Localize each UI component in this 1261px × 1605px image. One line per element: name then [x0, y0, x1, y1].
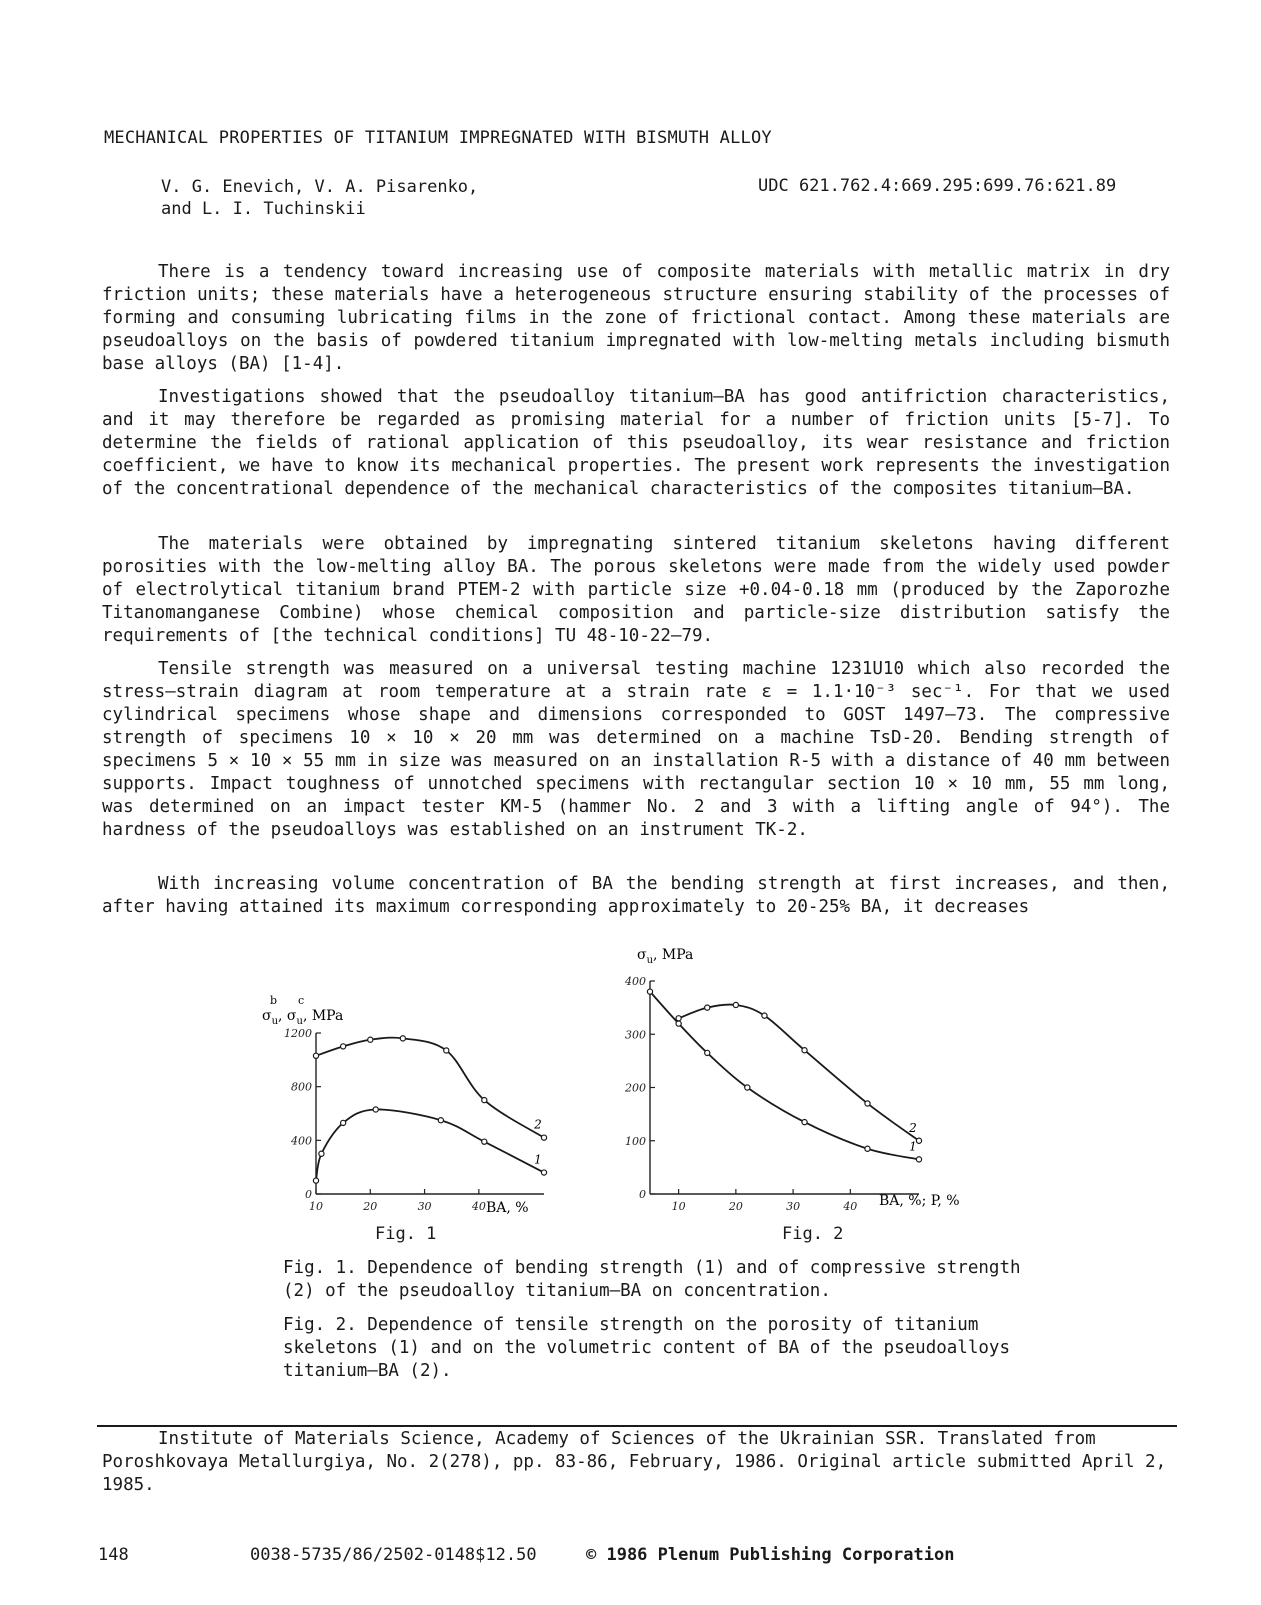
body-text-4	[102, 658, 1170, 842]
fig1-ylabel-sup-b: b	[270, 994, 278, 1007]
fig1-ylabel-sup-c: c	[298, 994, 305, 1007]
fig1-series-2-point	[444, 1048, 449, 1053]
fig1-x-tick-label: 20	[363, 1200, 378, 1213]
fig1-series-1-point	[482, 1139, 487, 1144]
fig2-series-2-line	[679, 1005, 919, 1141]
fig2-series-1-point	[676, 1021, 681, 1026]
fig1-series-2-point	[313, 1053, 318, 1058]
fig2-series-2-point	[676, 1016, 681, 1021]
fig1-series-2-point	[400, 1036, 405, 1041]
fig1-x-tick-label: 10	[309, 1200, 323, 1213]
paragraph-1: There is a tendency toward increasing use of composite materials with metallic matrix in dry friction units; these materials have a heterogeneous structure ensuring stability of the processes of forming and consuming lubricating films in the zone of frictional contact. Among these materials are pseudoalloys on the basis of powdered titanium impregnated with low-melting metals including bismuth base alloys (BA) [1-4].	[102, 262, 1170, 374]
caption-fig1: Fig. 1. Dependence of bending strength (1) and of compressive strength (2) of the pseudoalloy titanium–BA on concentration.	[283, 1258, 1021, 1301]
fig1-series-2-point	[368, 1037, 373, 1042]
fig1-series-2-point	[482, 1097, 487, 1102]
fig1-series-1-point	[373, 1107, 378, 1112]
fig1-series-1-point	[541, 1170, 546, 1175]
fig1-x-tick-label: 40	[471, 1200, 486, 1213]
paragraph-5: With increasing volume concentration of BA the bending strength at first increases, and then, after having attained its maximum corresponding approximately to 20-25% BA, it decreases	[102, 874, 1170, 917]
fig2-y-tick-label: 200	[625, 1081, 646, 1095]
fig2-ylabel: $\sigma_u$, MPa	[637, 947, 694, 966]
footnote-text: Institute of Materials Science, Academy of Sciences of the Ukrainian SSR. Translated from Poroshkovaya Metallurgiya, No. 2(278), pp. 83-86, February, 1986. Original article submitted April 2, 1985.	[102, 1429, 1167, 1495]
fig1-series-2-line	[316, 1038, 544, 1138]
fig2-x-tick-label: 20	[728, 1200, 743, 1213]
fig2-x-tick-label: 10	[671, 1200, 686, 1213]
fig1-y-tick-label: 1200	[284, 1027, 312, 1040]
fig2-y-tick-label: 0	[639, 1188, 646, 1201]
fig2-series-1-point	[865, 1146, 870, 1151]
body-text	[102, 261, 1170, 376]
fig2-xlabel: BA, %; P, %	[879, 1193, 960, 1209]
fig1-series-1-point	[319, 1151, 324, 1156]
fig2-series-2-point	[916, 1138, 921, 1143]
fig1-chart	[250, 990, 560, 1220]
fig1-y-tick-label: 800	[291, 1080, 312, 1094]
fig2-series-1-point	[647, 989, 652, 994]
footnote	[102, 1428, 1170, 1497]
copyright: © 1986 Plenum Publishing Corporation	[586, 1545, 955, 1565]
fig2-plot	[624, 947, 960, 1213]
fig2-y-tick-label: 400	[625, 975, 646, 988]
authors-line-2: and L. I. Tuchinskii	[161, 199, 366, 219]
figure-captions	[283, 1257, 1023, 1383]
fig2-series-2-point	[733, 1002, 738, 1007]
fig2-series-2-label: 2	[909, 1120, 917, 1135]
fig1-y-tick-label: 400	[291, 1134, 312, 1148]
fig2-label: Fig. 2	[782, 1224, 844, 1244]
fig1-label: Fig. 1	[375, 1224, 437, 1244]
fig2-series-2-point	[802, 1048, 807, 1053]
fig2-series-2-point	[705, 1005, 710, 1010]
fig2-series-2-point	[762, 1013, 767, 1018]
authors	[161, 176, 478, 220]
fig1-y-tick-label: 0	[305, 1188, 312, 1201]
paragraph-4: Tensile strength was measured on a universal testing machine 1231U10 which also recorded the stress–strain diagram at room temperature at a strain rate ε = 1.1·10⁻³ sec⁻¹. For that we used cylindrical specimens whose shape and dimensions corresponded to GOST 1497–73. The compressive strength of specimens 10 × 10 × 20 mm was determined on a machine TsD-20. Bending strength of specimens 5 × 10 × 55 mm in size was measured on an installation R-5 with a distance of 40 mm between supports. Impact toughness of unnotched specimens with rectangular section 10 × 10 mm, 55 mm long, was determined on an impact tester KM-5 (hammer No. 2 and 3 with a lifting angle of 94°). The hardness of the pseudoalloys was established on an instrument TK-2.	[102, 659, 1170, 840]
fig2-chart	[605, 945, 995, 1220]
fig2-series-1-point	[705, 1050, 710, 1055]
fig1-series-1-point	[341, 1120, 346, 1125]
fig2-series-2-point	[865, 1101, 870, 1106]
caption-fig2: Fig. 2. Dependence of tensile strength on the porosity of titanium skeletons (1) and on the volumetric content of BA of the pseudoalloys titanium–BA (2).	[283, 1315, 1010, 1381]
fig2-x-tick-label: 40	[843, 1200, 858, 1213]
fig1-series-1-line	[316, 1109, 544, 1180]
fig1-series-1-point	[438, 1118, 443, 1123]
fig1-ylabel: $\sigma_u$, $\sigma_u$, MPa	[262, 1008, 344, 1027]
fig2-y-tick-label: 100	[625, 1134, 646, 1148]
body-text-3	[102, 533, 1170, 648]
fig2-series-1-label: 1	[909, 1139, 917, 1154]
body-text-2	[102, 386, 1170, 501]
page-number: 148	[98, 1545, 129, 1565]
fig2-x-tick-label: 30	[786, 1200, 801, 1213]
footnote-rule	[97, 1425, 1177, 1427]
fig1-x-tick-label: 30	[417, 1200, 432, 1213]
fig2-series-1-point	[916, 1157, 921, 1162]
fig1-series-1-label: 1	[534, 1152, 542, 1167]
article-title: MECHANICAL PROPERTIES OF TITANIUM IMPREGNATED WITH BISMUTH ALLOY	[104, 128, 772, 148]
body-text-5	[102, 873, 1170, 919]
fig2-series-1-point	[802, 1120, 807, 1125]
fig1-series-2-point	[541, 1135, 546, 1140]
fig2-series-1-line	[650, 992, 919, 1160]
paragraph-3: The materials were obtained by impregnating sintered titanium skeletons having different porosities with the low-melting alloy BA. The porous skeletons were made from the widely used powder of electrolytical titanium brand PTEM-2 with particle size +0.04-0.18 mm (produced by the Zaporozhe Titanomanganese Combine) whose chemical composition and particle-size distribution satisfy the requirements of [the technical conditions] TU 48-10-22–79.	[102, 534, 1170, 646]
fig2-series-1-point	[745, 1085, 750, 1090]
fig1-series-2-point	[341, 1044, 346, 1049]
fig1-series-1-point	[313, 1178, 318, 1183]
publication-code: 0038-5735/86/2502-0148$12.50	[250, 1545, 537, 1565]
fig1-xlabel: BA, %	[486, 1200, 529, 1216]
fig1-plot	[262, 994, 547, 1216]
paragraph-2: Investigations showed that the pseudoalloy titanium–BA has good antifriction characteristics, and it may therefore be regarded as promising material for a number of friction units [5-7]. To determine the fields of rational application of this pseudoalloy, its wear resistance and friction coefficient, we have to know its mechanical properties. The present work represents the investigation of the concentrational dependence of the mechanical characteristics of the composites titanium–BA.	[102, 387, 1170, 499]
udc-code: UDC 621.762.4:669.295:699.76:621.89	[758, 176, 1117, 196]
fig2-y-tick-label: 300	[625, 1028, 646, 1042]
fig1-series-2-label: 2	[534, 1117, 542, 1132]
authors-line-1: V. G. Enevich, V. A. Pisarenko,	[161, 177, 479, 197]
